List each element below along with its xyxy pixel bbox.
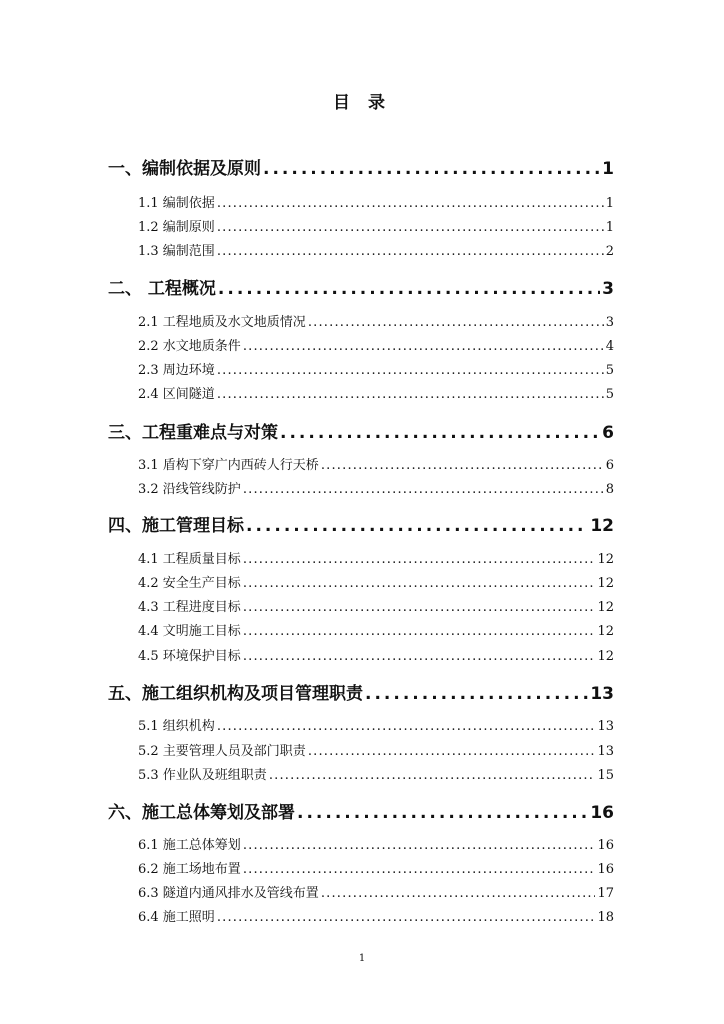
dot-leader (217, 387, 604, 402)
dot-leader (217, 220, 604, 235)
dot-leader (243, 482, 604, 497)
toc-entry-page: 12 (597, 600, 614, 615)
toc-entry-text: 4.5 环境保护目标 (138, 649, 241, 664)
toc-entry-level1 (0, 154, 724, 179)
toc-entry-text: 4.2 安全生产目标 (138, 576, 241, 591)
dot-leader (243, 600, 596, 615)
toc-entry-level2 (0, 906, 724, 925)
toc-entry-level2 (0, 715, 724, 734)
toc-entry-text: 1.1 编制依据 (138, 196, 215, 211)
toc-entry-level2 (0, 548, 724, 567)
toc-entry-level2 (0, 764, 724, 783)
toc-entry-level2 (0, 882, 724, 901)
toc-entry-level1 (0, 418, 724, 443)
toc-entry-page: 1 (605, 196, 614, 211)
toc-entry-text: 六、施工总体筹划及部署 (108, 803, 295, 823)
toc-entry-text: 3.2 沿线管线防护 (138, 482, 241, 497)
dot-leader (217, 196, 604, 211)
dot-leader (308, 744, 596, 759)
toc-entry-page: 5 (605, 363, 614, 378)
toc-entry-text: 1.3 编制范围 (138, 244, 215, 259)
toc-entry-page: 3 (602, 279, 614, 299)
dot-leader (243, 862, 596, 877)
toc-entry-level2 (0, 645, 724, 664)
toc-entry-page: 12 (597, 649, 614, 664)
dot-leader (243, 552, 596, 567)
toc-entry-text: 5.1 组织机构 (138, 719, 215, 734)
dot-leader (217, 719, 596, 734)
toc-entry-level2 (0, 596, 724, 615)
toc-entry-page: 12 (597, 552, 614, 567)
dot-leader (243, 339, 604, 354)
dot-leader (218, 279, 600, 299)
toc-entry-level2 (0, 620, 724, 639)
toc-entry-level2 (0, 383, 724, 402)
toc-entry-page: 13 (590, 684, 614, 704)
toc-entry-level2 (0, 192, 724, 211)
toc-entry-level2 (0, 834, 724, 853)
toc-entry-text: 5.3 作业队及班组职责 (138, 768, 267, 783)
dot-leader (243, 576, 596, 591)
dot-leader (321, 458, 604, 473)
toc-entry-text: 6.3 隧道内通风排水及管线布置 (138, 886, 319, 901)
toc-entry-level2 (0, 216, 724, 235)
toc-entry-page: 8 (605, 482, 614, 497)
toc-entry-page: 2 (605, 244, 614, 259)
toc-entry-page: 15 (597, 768, 614, 783)
toc-entry-level1 (0, 274, 724, 299)
toc-entry-page: 6 (602, 423, 614, 443)
dot-leader (269, 768, 596, 783)
toc-entry-text: 三、工程重难点与对策 (108, 423, 278, 443)
toc-entry-text: 6.4 施工照明 (138, 910, 215, 925)
toc-entry-text: 2.4 区间隧道 (138, 387, 215, 402)
toc-entry-level1 (0, 679, 724, 704)
toc-entry-text: 四、施工管理目标 (108, 516, 244, 536)
toc-entry-level2 (0, 572, 724, 591)
toc-entry-text: 4.1 工程质量目标 (138, 552, 241, 567)
page-number: 1 (358, 953, 366, 964)
dot-leader (308, 315, 604, 330)
toc-entry-text: 5.2 主要管理人员及部门职责 (138, 744, 306, 759)
page-title: 目 录 (333, 93, 391, 113)
toc-entry-page: 12 (597, 576, 614, 591)
toc-entry-page: 1 (602, 159, 614, 179)
dot-leader (280, 423, 600, 443)
toc-entry-text: 一、编制依据及原则 (108, 159, 261, 179)
toc-entry-page: 12 (590, 516, 614, 536)
toc-entry-page: 18 (597, 910, 614, 925)
toc-entry-level2 (0, 740, 724, 759)
toc-entry-text: 2.1 工程地质及水文地质情况 (138, 315, 306, 330)
toc-entry-level1 (0, 511, 724, 536)
toc-entry-page: 16 (597, 862, 614, 877)
toc-entry-page: 3 (605, 315, 614, 330)
dot-leader (243, 624, 596, 639)
toc-entry-level2 (0, 335, 724, 354)
toc-entry-text: 2.3 周边环境 (138, 363, 215, 378)
toc-entry-level2 (0, 858, 724, 877)
toc-entry-level2 (0, 359, 724, 378)
toc-entry-page: 16 (597, 838, 614, 853)
toc-entry-level2 (0, 311, 724, 330)
toc-entry-level2 (0, 240, 724, 259)
toc-entry-text: 6.1 施工总体筹划 (138, 838, 241, 853)
toc-entry-page: 13 (597, 744, 614, 759)
dot-leader (243, 649, 596, 664)
toc-entry-text: 1.2 编制原则 (138, 220, 215, 235)
toc-entry-page: 6 (605, 458, 614, 473)
toc-entry-text: 4.4 文明施工目标 (138, 624, 241, 639)
toc-entry-text: 6.2 施工场地布置 (138, 862, 241, 877)
dot-leader (243, 838, 596, 853)
dot-leader (217, 363, 604, 378)
dot-leader (263, 159, 600, 179)
toc-entry-level1 (0, 798, 724, 823)
toc-entry-page: 5 (605, 387, 614, 402)
dot-leader (321, 886, 596, 901)
toc-entry-text: 4.3 工程进度目标 (138, 600, 241, 615)
toc-entry-text: 2.2 水文地质条件 (138, 339, 241, 354)
dot-leader (217, 244, 604, 259)
dot-leader (365, 684, 588, 704)
toc-entry-page: 17 (597, 886, 614, 901)
dot-leader (246, 516, 588, 536)
toc-entry-page: 4 (605, 339, 614, 354)
toc-entry-page: 16 (590, 803, 614, 823)
toc-entry-level2 (0, 478, 724, 497)
dot-leader (297, 803, 588, 823)
toc-entry-text: 五、施工组织机构及项目管理职责 (108, 684, 363, 704)
toc-entry-text: 二、 工程概况 (108, 279, 216, 299)
toc-entry-page: 1 (605, 220, 614, 235)
toc-entry-page: 12 (597, 624, 614, 639)
toc-entry-text: 3.1 盾构下穿广内西砖人行天桥 (138, 458, 319, 473)
toc-entry-level2 (0, 454, 724, 473)
toc-entry-page: 13 (597, 719, 614, 734)
dot-leader (217, 910, 596, 925)
